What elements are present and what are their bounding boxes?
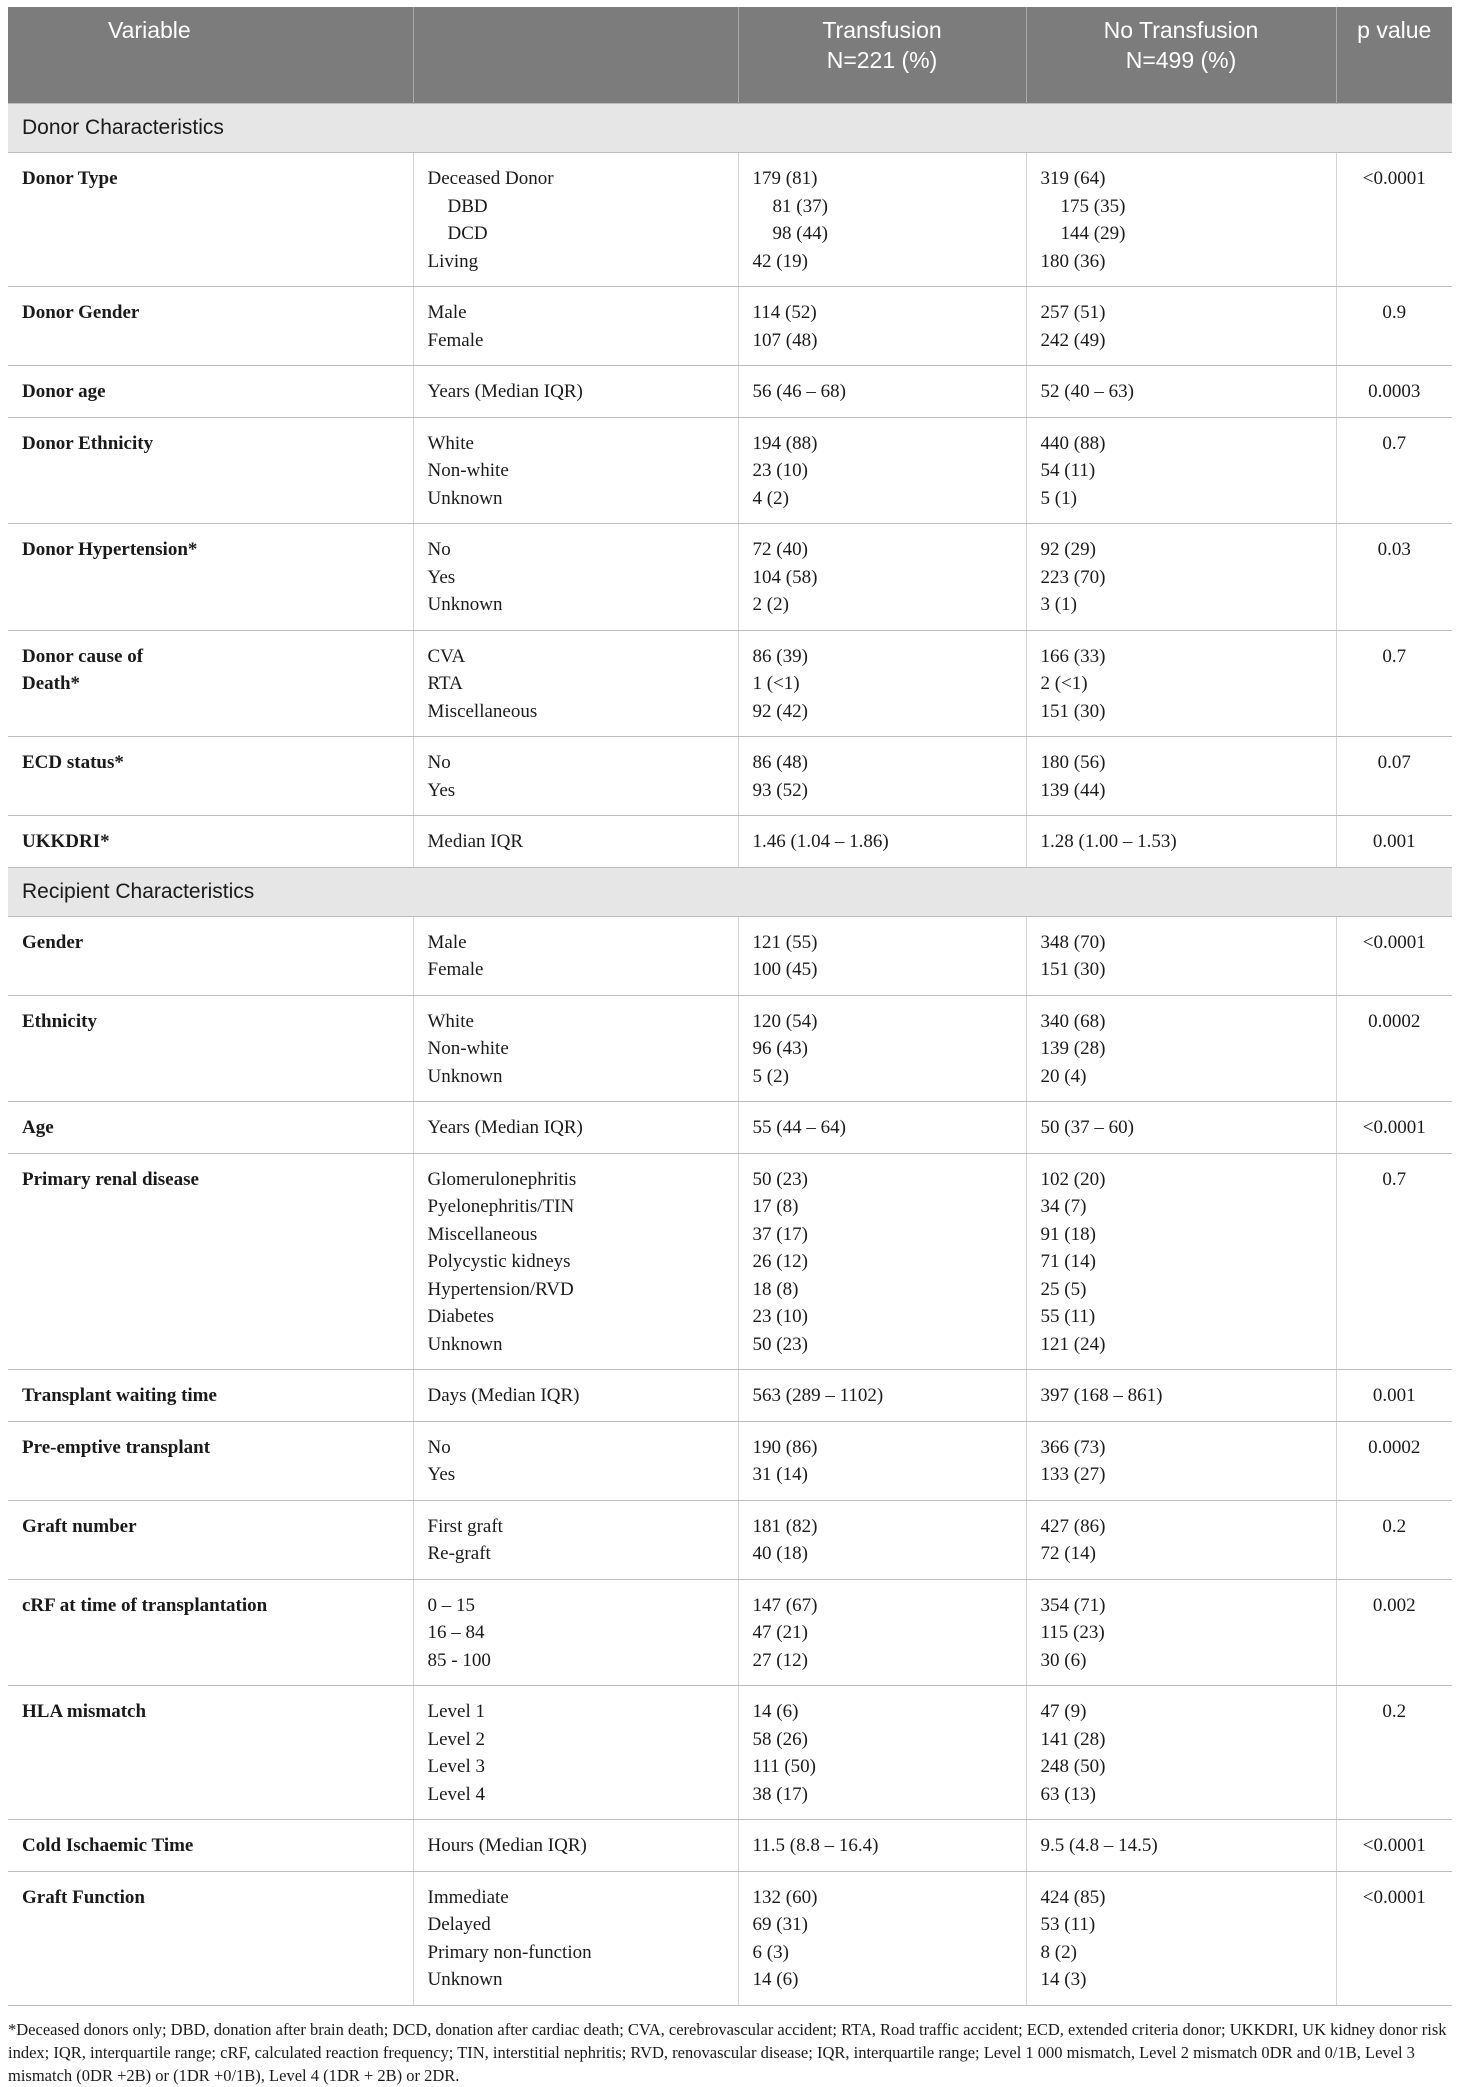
level-label: Yes	[427, 779, 456, 801]
table-row	[8, 417, 1452, 524]
table-row	[8, 916, 1452, 995]
variable-cell	[8, 524, 413, 631]
level-cell	[413, 1579, 738, 1686]
table-row	[8, 366, 1452, 418]
no-transfusion-cell	[1026, 1820, 1336, 1872]
level-cell	[413, 153, 738, 287]
header-transfusion-n: N=221 (%)	[826, 47, 938, 73]
transfusion-cell	[738, 995, 1026, 1102]
header-no-transfusion-n: N=499 (%)	[1125, 47, 1237, 73]
no-transfusion-cell	[1026, 995, 1336, 1102]
level-label: Non-white	[427, 460, 509, 481]
no-transfusion-value: 248 (50)	[1040, 1756, 1106, 1777]
no-transfusion-value: 440 (88)	[1040, 432, 1106, 454]
no-transfusion-value: 25 (5)	[1040, 1278, 1087, 1300]
transfusion-value: 563 (289 – 1102)	[752, 1385, 884, 1406]
variable-label: Cold Ischaemic Time	[22, 1835, 194, 1856]
no-transfusion-cell	[1026, 1579, 1336, 1686]
no-transfusion-value: 366 (73)	[1040, 1436, 1106, 1458]
no-transfusion-cell	[1026, 1153, 1336, 1370]
variable-cell	[8, 1102, 413, 1154]
level-label: Diabetes	[427, 1306, 494, 1327]
p-value-cell: 0.9	[1336, 287, 1452, 366]
footnote: *Deceased donors only; DBD, donation after brain death; DCD, donation after cardiac death; CVA, cerebrovascular accident; RTA, Road traffic accident; ECD, extended criteria donor; UKKDRI, UK kidney donor risk index; IQR, interquartile range; cRF, calculated reaction frequency; TIN, interstitial nephritis; RVD, renovascular disease; IQR, interquartile range; Level 1 000 mismatch, Level 2 mismatch 0DR and 0/1B, Level 3 mismatch (0DR +2B) or (1DR +0/1B), Level 4 (1DR + 2B) or 2DR.	[8, 2019, 1447, 2085]
level-label: RTA	[427, 673, 463, 694]
transfusion-value: 47 (21)	[752, 1622, 808, 1643]
level-label: 85 - 100	[427, 1649, 491, 1671]
variable-cell	[8, 1500, 413, 1579]
no-transfusion-value: 92 (29)	[1040, 539, 1096, 560]
transfusion-value: 11.5 (8.8 – 16.4)	[752, 1835, 879, 1856]
no-transfusion-value: 397 (168 – 861)	[1040, 1385, 1163, 1406]
no-transfusion-cell	[1026, 1370, 1336, 1422]
transfusion-value: 86 (48)	[752, 752, 808, 773]
level-cell	[413, 916, 738, 995]
variable-label: Primary renal disease	[22, 1168, 199, 1190]
no-transfusion-value: 2 (<1)	[1040, 673, 1088, 694]
transfusion-value: 26 (12)	[752, 1251, 808, 1272]
header-variable: Variable	[8, 7, 413, 104]
variable-label: Age	[22, 1117, 54, 1138]
level-label: CVA	[427, 645, 466, 667]
no-transfusion-value: 47 (9)	[1040, 1701, 1087, 1722]
variable-label: Ethnicity	[22, 1010, 97, 1032]
table-row	[8, 816, 1452, 868]
no-transfusion-value: 424 (85)	[1040, 1886, 1106, 1908]
transfusion-value: 107 (48)	[752, 329, 818, 351]
level-label: Polycystic kidneys	[427, 1251, 571, 1272]
no-transfusion-value: 72 (14)	[1040, 1543, 1096, 1564]
no-transfusion-value: 1.28 (1.00 – 1.53)	[1040, 831, 1177, 852]
variable-label: Transplant waiting time	[22, 1385, 217, 1406]
level-label: Female	[427, 959, 484, 980]
variable-label: ECD status*	[22, 752, 124, 773]
level-cell	[413, 1102, 738, 1154]
no-transfusion-cell	[1026, 1500, 1336, 1579]
table-row	[8, 1579, 1452, 1686]
no-transfusion-cell	[1026, 524, 1336, 631]
no-transfusion-cell	[1026, 1421, 1336, 1500]
table-row	[8, 1686, 1452, 1820]
transfusion-value: 93 (52)	[752, 779, 808, 801]
no-transfusion-value: 175 (35)	[1060, 195, 1126, 217]
p-value-cell: 0.0003	[1336, 366, 1452, 418]
level-label: Level 2	[427, 1728, 486, 1750]
transfusion-value: 50 (23)	[752, 1168, 808, 1190]
no-transfusion-value: 121 (24)	[1040, 1333, 1106, 1355]
level-label: Male	[427, 931, 467, 953]
section-title: Donor Characteristics	[8, 104, 1452, 153]
level-label: Median IQR	[427, 831, 524, 852]
transfusion-value: 86 (39)	[752, 645, 808, 667]
level-label: Unknown	[427, 1969, 503, 1990]
table-row	[8, 1500, 1452, 1579]
level-label: Re-graft	[427, 1543, 491, 1564]
level-label: Pyelonephritis/TIN	[427, 1196, 575, 1217]
variable-label: cRF at time of transplantation	[22, 1594, 268, 1616]
no-transfusion-value: 133 (27)	[1040, 1464, 1106, 1485]
variable-label: Donor Gender	[22, 302, 140, 323]
level-label: Days (Median IQR)	[427, 1385, 580, 1406]
no-transfusion-value: 242 (49)	[1040, 329, 1106, 351]
level-label: Unknown	[427, 1333, 503, 1355]
table-row	[8, 1421, 1452, 1500]
level-label: Non-white	[427, 1038, 509, 1059]
transfusion-value: 72 (40)	[752, 539, 808, 560]
variable-label: Gender	[22, 931, 84, 953]
header-no-transfusion	[1026, 7, 1336, 104]
section-header	[8, 867, 1452, 916]
level-label: Deceased Donor	[427, 168, 554, 189]
p-value-cell: 0.2	[1336, 1500, 1452, 1579]
p-value-cell: <0.0001	[1336, 1820, 1452, 1872]
transfusion-value: 40 (18)	[752, 1543, 808, 1564]
transfusion-value: 2 (2)	[752, 594, 789, 615]
transfusion-value: 14 (6)	[752, 1969, 799, 1990]
transfusion-cell	[738, 1421, 1026, 1500]
no-transfusion-cell	[1026, 916, 1336, 995]
level-cell	[413, 417, 738, 524]
variable-label: Donor age	[22, 381, 106, 402]
level-cell	[413, 1153, 738, 1370]
p-value-cell: 0.0002	[1336, 1421, 1452, 1500]
transfusion-cell	[738, 1820, 1026, 1872]
transfusion-value: 38 (17)	[752, 1783, 808, 1805]
variable-cell	[8, 1153, 413, 1370]
transfusion-value: 1.46 (1.04 – 1.86)	[752, 831, 889, 852]
no-transfusion-value: 151 (30)	[1040, 959, 1106, 980]
no-transfusion-value: 166 (33)	[1040, 645, 1106, 667]
transfusion-value: 50 (23)	[752, 1333, 808, 1355]
p-value-cell: 0.001	[1336, 816, 1452, 868]
transfusion-cell	[738, 737, 1026, 816]
level-label: Female	[427, 329, 484, 351]
level-label: Yes	[427, 1464, 456, 1485]
transfusion-cell	[738, 1686, 1026, 1820]
variable-label: Donor Hypertension*	[22, 539, 198, 560]
table-row	[8, 737, 1452, 816]
no-transfusion-value: 34 (7)	[1040, 1196, 1087, 1217]
no-transfusion-cell	[1026, 153, 1336, 287]
p-value-cell: 0.7	[1336, 1153, 1452, 1370]
level-label: Delayed	[427, 1914, 491, 1935]
level-label: Immediate	[427, 1886, 509, 1908]
variable-label: HLA mismatch	[22, 1701, 147, 1722]
no-transfusion-value: 354 (71)	[1040, 1594, 1106, 1616]
variable-cell	[8, 630, 413, 737]
no-transfusion-value: 52 (40 – 63)	[1040, 381, 1134, 402]
no-transfusion-value: 5 (1)	[1040, 487, 1077, 509]
transfusion-cell	[738, 1871, 1026, 2005]
no-transfusion-value: 54 (11)	[1040, 460, 1096, 481]
level-label: White	[427, 432, 474, 454]
characteristics-table	[8, 7, 1452, 2006]
level-label: Miscellaneous	[427, 1223, 538, 1245]
p-value-cell: 0.001	[1336, 1370, 1452, 1422]
table-row	[8, 1820, 1452, 1872]
transfusion-value: 98 (44)	[772, 223, 828, 244]
no-transfusion-value: 340 (68)	[1040, 1010, 1106, 1032]
table-row	[8, 1102, 1452, 1154]
header-transfusion	[738, 7, 1026, 104]
p-value-cell: 0.002	[1336, 1579, 1452, 1686]
p-value-cell: <0.0001	[1336, 1102, 1452, 1154]
transfusion-cell	[738, 524, 1026, 631]
no-transfusion-cell	[1026, 630, 1336, 737]
transfusion-cell	[738, 417, 1026, 524]
no-transfusion-cell	[1026, 287, 1336, 366]
no-transfusion-value: 102 (20)	[1040, 1168, 1106, 1190]
no-transfusion-value: 257 (51)	[1040, 302, 1106, 323]
table-row	[8, 287, 1452, 366]
transfusion-value: 81 (37)	[772, 195, 828, 217]
no-transfusion-value: 180 (56)	[1040, 752, 1106, 773]
variable-cell	[8, 1820, 413, 1872]
variable-cell	[8, 916, 413, 995]
p-value-cell: 0.7	[1336, 417, 1452, 524]
transfusion-cell	[738, 1500, 1026, 1579]
level-cell	[413, 366, 738, 418]
no-transfusion-value: 319 (64)	[1040, 168, 1106, 189]
table-row	[8, 1871, 1452, 2005]
transfusion-value: 114 (52)	[752, 302, 817, 323]
no-transfusion-value: 50 (37 – 60)	[1040, 1117, 1134, 1138]
level-label: Hypertension/RVD	[427, 1278, 574, 1300]
header-no-transfusion-title: No Transfusion	[1103, 17, 1259, 43]
p-value-cell: <0.0001	[1336, 916, 1452, 995]
table-row	[8, 153, 1452, 287]
section-header	[8, 104, 1452, 153]
transfusion-value: 100 (45)	[752, 959, 818, 980]
no-transfusion-value: 9.5 (4.8 – 14.5)	[1040, 1835, 1158, 1856]
level-label: Living	[427, 250, 479, 272]
transfusion-value: 132 (60)	[752, 1886, 818, 1908]
transfusion-value: 92 (42)	[752, 700, 808, 722]
variable-cell	[8, 995, 413, 1102]
no-transfusion-value: 115 (23)	[1040, 1622, 1105, 1643]
no-transfusion-value: 141 (28)	[1040, 1728, 1106, 1750]
no-transfusion-value: 427 (86)	[1040, 1515, 1106, 1537]
no-transfusion-value: 30 (6)	[1040, 1649, 1087, 1671]
transfusion-cell	[738, 1579, 1026, 1686]
p-value-cell: 0.07	[1336, 737, 1452, 816]
variable-label-line: Donor cause of	[22, 645, 144, 667]
no-transfusion-cell	[1026, 417, 1336, 524]
no-transfusion-value: 223 (70)	[1040, 566, 1106, 588]
level-label: First graft	[427, 1515, 503, 1537]
transfusion-value: 111 (50)	[752, 1756, 816, 1777]
section-title: Recipient Characteristics	[8, 867, 1452, 916]
no-transfusion-value: 3 (1)	[1040, 594, 1077, 615]
transfusion-value: 18 (8)	[752, 1278, 799, 1300]
header-transfusion-title: Transfusion	[822, 17, 942, 43]
no-transfusion-value: 180 (36)	[1040, 250, 1106, 272]
transfusion-value: 56 (46 – 68)	[752, 381, 846, 402]
transfusion-value: 23 (10)	[752, 460, 808, 481]
header-p-value: p value	[1336, 7, 1452, 104]
level-label: Miscellaneous	[427, 700, 538, 722]
no-transfusion-cell	[1026, 1102, 1336, 1154]
transfusion-value: 120 (54)	[752, 1010, 818, 1032]
p-value-cell: <0.0001	[1336, 1871, 1452, 2005]
variable-cell	[8, 1370, 413, 1422]
level-label: Unknown	[427, 1065, 503, 1087]
level-label: DBD	[447, 195, 488, 217]
no-transfusion-cell	[1026, 1871, 1336, 2005]
level-label: Yes	[427, 566, 456, 588]
level-label: No	[427, 1436, 451, 1458]
level-label: 16 – 84	[427, 1622, 485, 1643]
level-cell	[413, 524, 738, 631]
no-transfusion-value: 139 (28)	[1040, 1038, 1106, 1059]
transfusion-value: 194 (88)	[752, 432, 818, 454]
level-label: Unknown	[427, 487, 503, 509]
no-transfusion-value: 20 (4)	[1040, 1065, 1087, 1087]
variable-cell	[8, 1871, 413, 2005]
p-value-cell: 0.03	[1336, 524, 1452, 631]
variable-label: UKKDRI*	[22, 831, 110, 852]
variable-label: Graft Function	[22, 1886, 145, 1908]
transfusion-cell	[738, 1153, 1026, 1370]
transfusion-value: 31 (14)	[752, 1464, 808, 1485]
variable-label-line: Death*	[22, 673, 81, 694]
level-label: No	[427, 752, 451, 773]
transfusion-value: 190 (86)	[752, 1436, 818, 1458]
table-row	[8, 1153, 1452, 1370]
level-label: DCD	[447, 223, 488, 244]
transfusion-cell	[738, 153, 1026, 287]
transfusion-cell	[738, 916, 1026, 995]
level-label: White	[427, 1010, 474, 1032]
level-cell	[413, 1421, 738, 1500]
level-label: Primary non-function	[427, 1941, 592, 1963]
transfusion-cell	[738, 630, 1026, 737]
level-cell	[413, 1500, 738, 1579]
level-label: 0 – 15	[427, 1594, 475, 1616]
level-cell	[413, 995, 738, 1102]
level-label: No	[427, 539, 451, 560]
level-cell	[413, 816, 738, 868]
variable-cell	[8, 1579, 413, 1686]
p-value-cell: 0.2	[1336, 1686, 1452, 1820]
level-label: Hours (Median IQR)	[427, 1835, 587, 1856]
table-row	[8, 1370, 1452, 1422]
transfusion-value: 55 (44 – 64)	[752, 1117, 846, 1138]
level-label: Male	[427, 302, 467, 323]
transfusion-value: 147 (67)	[752, 1594, 818, 1616]
transfusion-value: 4 (2)	[752, 487, 789, 509]
header-level	[413, 7, 738, 104]
table-row	[8, 524, 1452, 631]
table-row	[8, 995, 1452, 1102]
variable-cell	[8, 816, 413, 868]
table-header	[8, 7, 1452, 104]
transfusion-cell	[738, 366, 1026, 418]
transfusion-value: 6 (3)	[752, 1941, 789, 1963]
transfusion-value: 27 (12)	[752, 1649, 808, 1671]
level-cell	[413, 1686, 738, 1820]
variable-cell	[8, 153, 413, 287]
transfusion-cell	[738, 816, 1026, 868]
transfusion-cell	[738, 287, 1026, 366]
variable-cell	[8, 1421, 413, 1500]
transfusion-value: 1 (<1)	[752, 673, 800, 694]
no-transfusion-value: 348 (70)	[1040, 931, 1106, 953]
p-value-cell: 0.0002	[1336, 995, 1452, 1102]
no-transfusion-value: 144 (29)	[1060, 223, 1126, 244]
level-label: Level 1	[427, 1701, 486, 1722]
transfusion-value: 5 (2)	[752, 1065, 789, 1087]
no-transfusion-cell	[1026, 816, 1336, 868]
no-transfusion-cell	[1026, 1686, 1336, 1820]
variable-label: Donor Type	[22, 168, 118, 189]
transfusion-value: 37 (17)	[752, 1223, 808, 1245]
transfusion-value: 69 (31)	[752, 1914, 808, 1935]
transfusion-value: 58 (26)	[752, 1728, 808, 1750]
variable-cell	[8, 737, 413, 816]
no-transfusion-value: 55 (11)	[1040, 1306, 1096, 1327]
level-cell	[413, 737, 738, 816]
level-cell	[413, 287, 738, 366]
level-cell	[413, 1871, 738, 2005]
transfusion-value: 181 (82)	[752, 1515, 818, 1537]
transfusion-value: 96 (43)	[752, 1038, 808, 1059]
no-transfusion-value: 139 (44)	[1040, 779, 1106, 801]
transfusion-value: 14 (6)	[752, 1701, 799, 1722]
variable-cell	[8, 417, 413, 524]
level-cell	[413, 630, 738, 737]
transfusion-cell	[738, 1102, 1026, 1154]
level-cell	[413, 1820, 738, 1872]
variable-cell	[8, 366, 413, 418]
transfusion-cell	[738, 1370, 1026, 1422]
no-transfusion-value: 8 (2)	[1040, 1941, 1077, 1963]
level-label: Years (Median IQR)	[427, 381, 583, 402]
no-transfusion-value: 71 (14)	[1040, 1251, 1096, 1272]
no-transfusion-value: 91 (18)	[1040, 1223, 1096, 1245]
variable-cell	[8, 287, 413, 366]
p-value-cell: <0.0001	[1336, 153, 1452, 287]
table-container	[8, 7, 1452, 2087]
no-transfusion-cell	[1026, 366, 1336, 418]
p-value-cell: 0.7	[1336, 630, 1452, 737]
transfusion-value: 121 (55)	[752, 931, 818, 953]
table-row	[8, 630, 1452, 737]
variable-label: Pre-emptive transplant	[22, 1436, 211, 1458]
no-transfusion-value: 63 (13)	[1040, 1783, 1096, 1805]
level-label: Glomerulonephritis	[427, 1168, 577, 1190]
variable-cell	[8, 1686, 413, 1820]
no-transfusion-value: 151 (30)	[1040, 700, 1106, 722]
level-label: Unknown	[427, 594, 503, 615]
level-cell	[413, 1370, 738, 1422]
transfusion-value: 104 (58)	[752, 566, 818, 588]
transfusion-value: 17 (8)	[752, 1196, 799, 1217]
transfusion-value: 42 (19)	[752, 250, 808, 272]
transfusion-value: 179 (81)	[752, 168, 818, 189]
no-transfusion-cell	[1026, 737, 1336, 816]
no-transfusion-value: 53 (11)	[1040, 1914, 1096, 1935]
transfusion-value: 23 (10)	[752, 1306, 808, 1327]
table-body	[8, 104, 1452, 2006]
level-label: Level 4	[427, 1783, 486, 1805]
level-label: Years (Median IQR)	[427, 1117, 583, 1138]
no-transfusion-value: 14 (3)	[1040, 1969, 1087, 1990]
variable-label: Graft number	[22, 1515, 137, 1537]
level-label: Level 3	[427, 1756, 486, 1777]
variable-label: Donor Ethnicity	[22, 432, 154, 454]
